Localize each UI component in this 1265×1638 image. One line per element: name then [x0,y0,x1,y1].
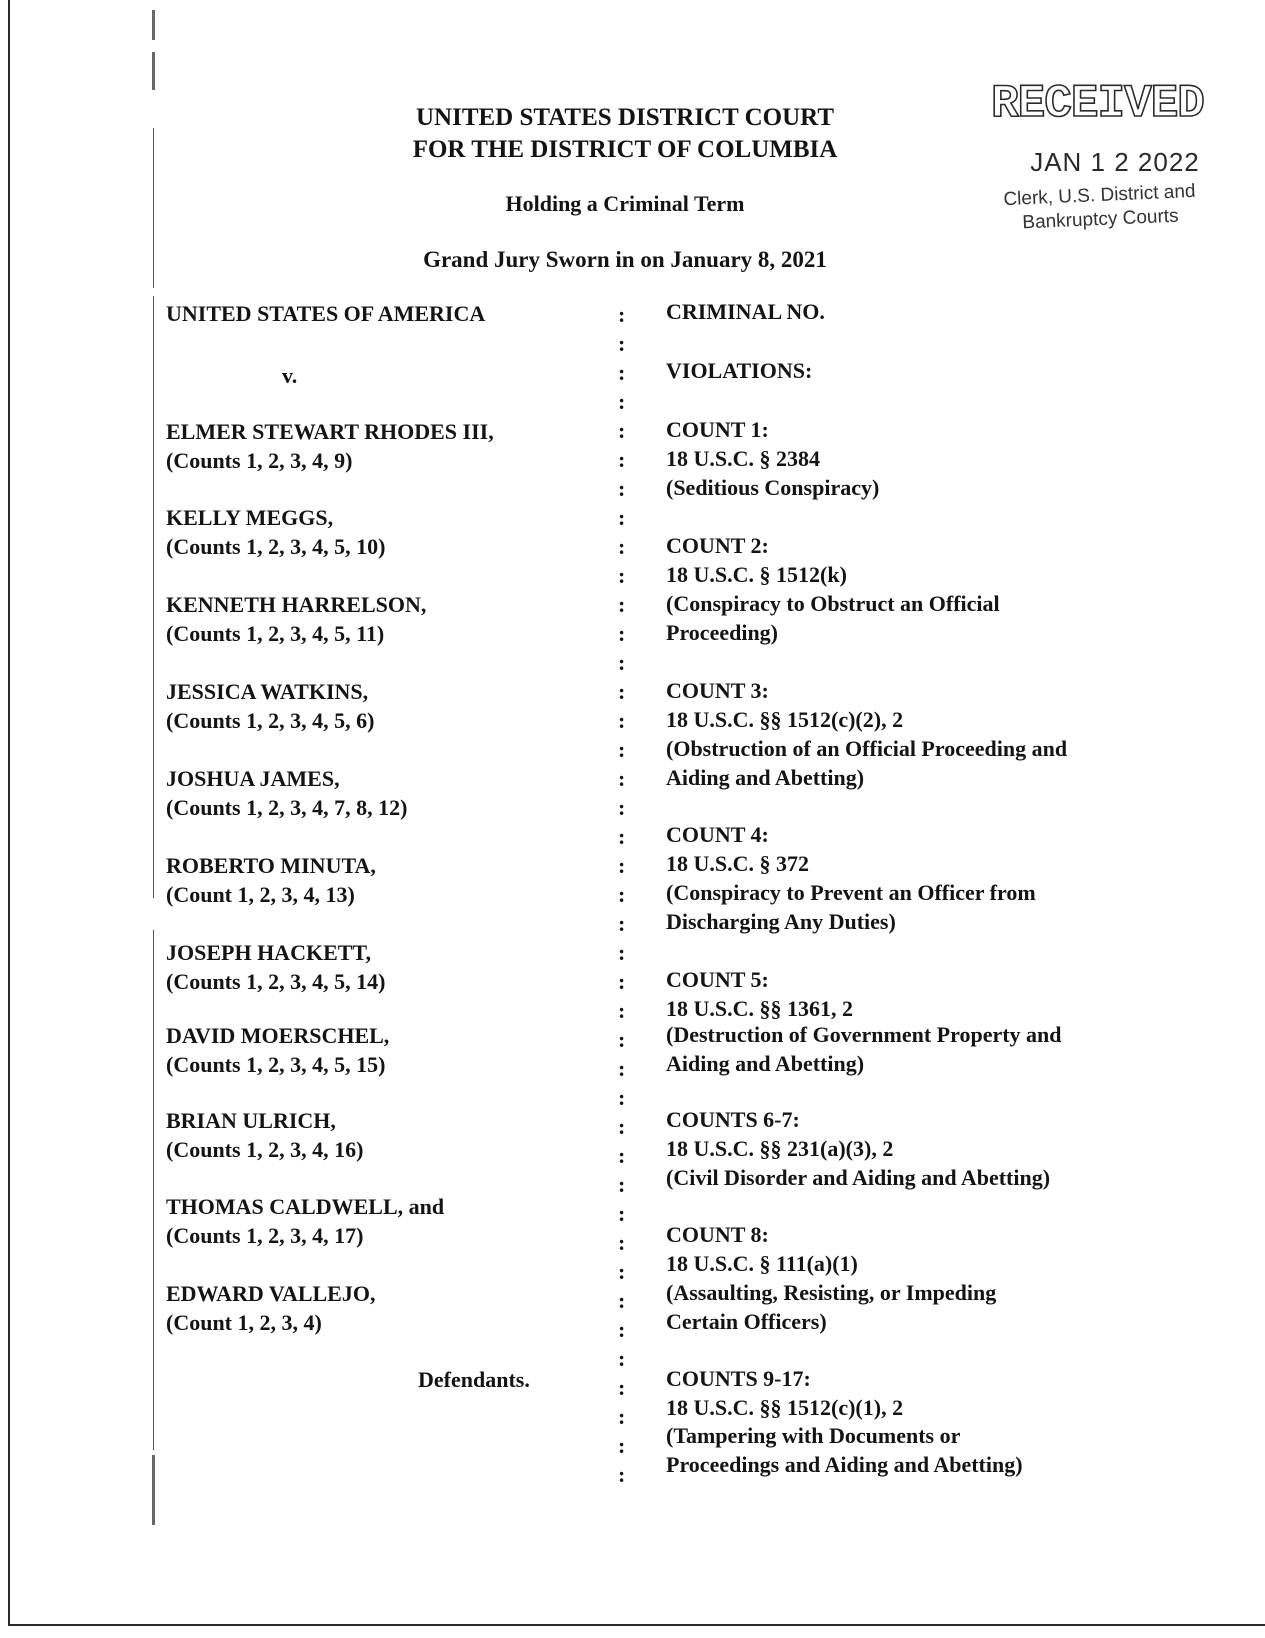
separator-colon: : [618,505,626,530]
court-line-1: UNITED STATES DISTRICT COURT [416,104,834,131]
violation-description: (Conspiracy to Prevent an Officer from [666,880,1036,905]
separator-colon: : [618,1317,626,1342]
defendant-name: JOSEPH HACKETT, [166,940,371,965]
violation-statute: 18 U.S.C. §§ 1512(c)(2), 2 [666,707,904,732]
violation-description: Aiding and Abetting) [666,765,865,790]
separator-colon: : [618,1172,626,1197]
defendant-counts: (Count 1, 2, 3, 4) [166,1310,322,1335]
separator-colon: : [618,853,626,878]
defendant-counts: (Counts 1, 2, 3, 4, 7, 8, 12) [166,795,408,820]
defendant-name: THOMAS CALDWELL, and [166,1194,445,1219]
defendant-counts: (Counts 1, 2, 3, 4, 5, 11) [166,621,385,646]
violation-count: COUNT 4: [666,822,769,847]
defendant-counts: (Counts 1, 2, 3, 4, 5, 14) [166,969,386,994]
violation-description: (Conspiracy to Obstruct an Official [666,591,1000,616]
grand-jury-sworn: Grand Jury Sworn in on January 8, 2021 [423,247,827,272]
stamp-clerk-line-2: Bankruptcy Courts [1021,205,1180,234]
separator-colon: : [618,1230,626,1255]
margin-rule [153,930,154,1450]
margin-rule [153,128,154,288]
violation-count: COUNTS 9-17: [666,1366,811,1391]
separator-colon: : [618,447,626,472]
separator-colon: : [618,1143,626,1168]
violation-description: Aiding and Abetting) [666,1051,865,1076]
separator-colon: : [618,824,626,849]
court-line-2: FOR THE DISTRICT OF COLUMBIA [412,136,838,163]
defendant-name: KELLY MEGGS, [166,505,334,530]
violation-statute: 18 U.S.C. § 1512(k) [666,562,847,587]
violation-statute: 18 U.S.C. §§ 1361, 2 [666,996,854,1021]
defendant-name: JOSHUA JAMES, [166,766,340,791]
defendant-name: ROBERTO MINUTA, [166,853,376,878]
separator-colon: : [618,969,626,994]
violation-description: Proceedings and Aiding and Abetting) [666,1452,1023,1477]
violation-description: (Destruction of Government Property and [666,1022,1062,1047]
defendant-counts: (Counts 1, 2, 3, 4, 5, 10) [166,534,386,559]
separator-colon: : [618,1375,626,1400]
scan-bottom-edge [8,1624,1265,1626]
violation-description: Discharging Any Duties) [666,909,896,934]
margin-mark [152,52,155,90]
separator-colon: : [618,795,626,820]
defendants-label: Defendants. [418,1367,530,1392]
violation-description: Proceeding) [666,620,779,645]
violation-description: (Assaulting, Resisting, or Impeding [666,1280,997,1305]
separator-colon: : [618,1027,626,1052]
violation-count: COUNT 8: [666,1222,769,1247]
violation-count: COUNT 2: [666,533,769,558]
stamp-date: JAN 1 2 2022 [1030,147,1200,177]
separator-colon: : [618,1056,626,1081]
separator-colon: : [618,1346,626,1371]
violation-statute: 18 U.S.C. §§ 1512(c)(1), 2 [666,1395,904,1420]
violation-statute: 18 U.S.C. § 372 [666,851,810,876]
separator-colon: : [618,476,626,501]
defendant-name: DAVID MOERSCHEL, [166,1023,390,1048]
defendant-counts: (Counts 1, 2, 3, 4, 5, 15) [166,1052,386,1077]
margin-mark [152,10,155,40]
violation-description: (Civil Disorder and Aiding and Abetting) [666,1165,1051,1190]
violation-count: COUNT 1: [666,417,769,442]
separator-colon: : [618,1114,626,1139]
separator-colon: : [618,882,626,907]
separator-colon: : [618,998,626,1023]
defendant-counts: (Counts 1, 2, 3, 4, 9) [166,448,353,473]
margin-mark [152,1455,155,1525]
separator-colon: : [618,1404,626,1429]
separator-colon: : [618,766,626,791]
separator-colon: : [618,563,626,588]
court-name [395,102,855,166]
defendant-counts: (Counts 1, 2, 3, 4, 16) [166,1137,364,1162]
separator-colon: : [618,621,626,646]
stamp-received-word: RECEIVED [991,78,1204,130]
violation-statute: 18 U.S.C. § 111(a)(1) [666,1251,858,1276]
defendant-name: JESSICA WATKINS, [166,679,369,704]
violation-statute: 18 U.S.C. §§ 231(a)(3), 2 [666,1136,894,1161]
violation-description: Certain Officers) [666,1309,827,1334]
defendant-name: EDWARD VALLEJO, [166,1281,376,1306]
separator-colon: : [618,1085,626,1110]
defendant-name: KENNETH HARRELSON, [166,592,427,617]
criminal-term: Holding a Criminal Term [505,191,745,216]
separator-colon: : [618,650,626,675]
separator-colon: : [618,737,626,762]
separator-colon: : [618,389,626,414]
defendant-counts: (Counts 1, 2, 3, 4, 17) [166,1223,364,1248]
separator-colon: : [618,534,626,559]
separator-colon: : [618,302,626,327]
separator-colon: : [618,1462,626,1487]
violations-heading: VIOLATIONS: [666,358,813,383]
violation-count: COUNT 5: [666,967,769,992]
violation-description: (Tampering with Documents or [666,1423,961,1448]
separator-colon: : [618,1259,626,1284]
violation-count: COUNTS 6-7: [666,1107,800,1132]
separator-colon: : [618,592,626,617]
separator-colon: : [618,911,626,936]
defendant-counts: (Count 1, 2, 3, 4, 13) [166,882,355,907]
plaintiff: UNITED STATES OF AMERICA [166,301,486,326]
separator-colon: : [618,940,626,965]
stamp-clerk-line-1: Clerk, U.S. District and [1003,180,1196,211]
separator-colon: : [618,679,626,704]
versus: v. [282,363,298,388]
defendant-name: BRIAN ULRICH, [166,1108,336,1133]
margin-rule [153,296,154,898]
separator-colon: : [618,418,626,443]
stamp-clerk [964,178,1236,238]
separator-colon: : [618,331,626,356]
violation-statute: 18 U.S.C. § 2384 [666,446,821,471]
separator-colon: : [618,1201,626,1226]
separator-colon: : [618,708,626,733]
scan-left-edge [8,0,10,1625]
separator-colon: : [618,360,626,385]
separator-colon: : [618,1288,626,1313]
separator-colon: : [618,1433,626,1458]
violation-description: (Seditious Conspiracy) [666,475,880,500]
defendant-counts: (Counts 1, 2, 3, 4, 5, 6) [166,708,375,733]
defendant-name: ELMER STEWART RHODES III, [166,419,494,444]
violation-count: COUNT 3: [666,678,769,703]
criminal-number: CRIMINAL NO. [666,299,825,324]
violation-description: (Obstruction of an Official Proceeding and [666,736,1068,761]
